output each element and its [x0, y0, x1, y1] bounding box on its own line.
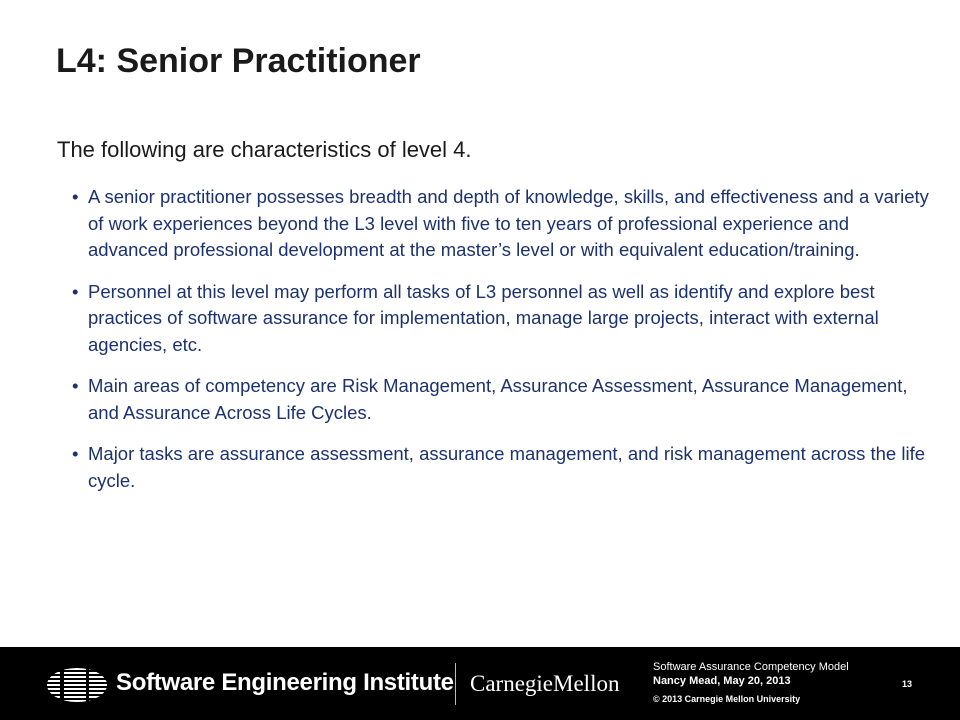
slide-title: L4: Senior Practitioner [56, 42, 421, 80]
bullet-item [72, 441, 932, 494]
footer-divider [455, 663, 456, 705]
bullet-text: Personnel at this level may perform all tasks of L3 personnel as well as identify and explore best practices of software assurance for implementation, manage large projects, interact with external agencies, etc. [88, 280, 879, 355]
intro-text: The following are characteristics of level 4. [57, 137, 472, 162]
bullet-marker: • [72, 280, 79, 302]
sei-wordmark: Software Engineering Institute [116, 669, 454, 696]
bullet-item [72, 184, 932, 264]
presentation-title: Software Assurance Competency Model [653, 661, 849, 673]
bullet-text: Main areas of competency are Risk Management, Assurance Assessment, Assurance Management, and Assurance Across Life Cycles. [88, 375, 908, 423]
bullet-marker: • [72, 186, 79, 207]
bullet-text: A senior practitioner possesses breadth and depth of knowledge, skills, and effectiveness and a variety of work experiences beyond the L3 level with five to ten years of professional experience and advanced professional development at the master’s level or with equivalent education/training. [88, 186, 929, 260]
bullet-marker: • [72, 375, 79, 396]
footer-info [653, 661, 849, 705]
slide-footer [0, 647, 960, 720]
bullet-text: Major tasks are assurance assessment, assurance management, and risk management across the life cycle. [88, 443, 926, 491]
sei-striped-globe-icon [46, 667, 108, 703]
cmu-wordmark: CarnegieMellon [470, 671, 620, 696]
bullet-item [72, 279, 932, 359]
page-number: 13 [902, 679, 913, 689]
bullet-item [72, 373, 932, 426]
bullet-list [72, 184, 932, 509]
copyright: © 2013 Carnegie Mellon University [653, 694, 801, 704]
bullet-marker: • [72, 443, 79, 464]
author-date: Nancy Mead, May 20, 2013 [653, 675, 791, 687]
